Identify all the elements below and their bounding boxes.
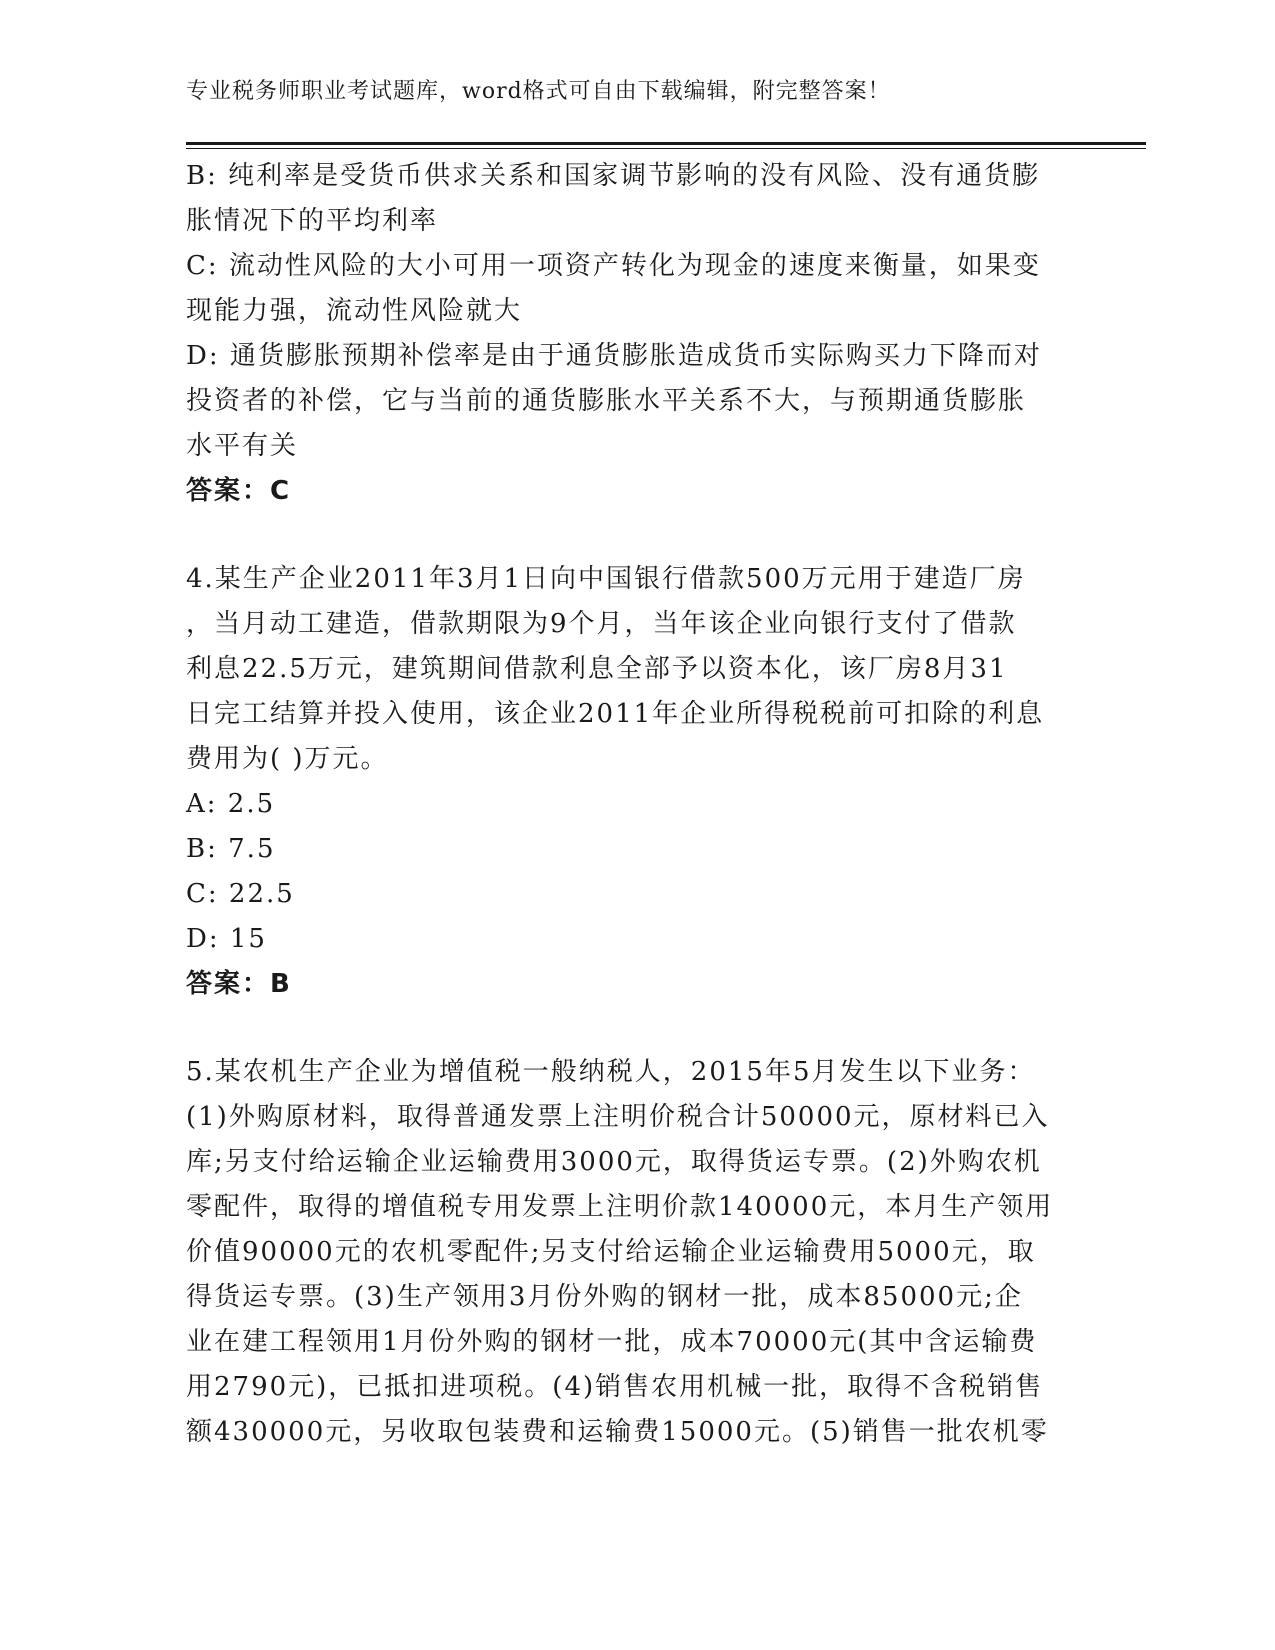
q5-text-line: 得货运专票。(3)生产领用3月份外购的钢材一批，成本85000元;企: [186, 1282, 1023, 1312]
q5-text-line: 价值90000元的农机零配件;另支付给运输企业运输费用5000元，取: [186, 1237, 1036, 1267]
q4-option-d: D: 15: [186, 924, 267, 954]
q4-answer: 答案：B: [186, 969, 292, 999]
spacer: [186, 514, 1076, 557]
q4-option-b: B: 7.5: [186, 834, 276, 864]
q5-text-line: 用2790元)，已抵扣进项税。(4)销售农用机械一批，取得不含税销售: [186, 1372, 1044, 1402]
page-header-title: 专业税务师职业考试题库，word格式可自由下载编辑，附完整答案！: [186, 79, 891, 104]
q3-option-c-line: 现能力强，流动性风险就大: [186, 296, 523, 326]
question-3-options: [186, 154, 1076, 514]
q3-option-b-line: 胀情况下的平均利率: [186, 206, 439, 236]
q3-option-d-line: 投资者的补偿，它与当前的通货膨胀水平关系不大，与预期通货膨胀: [186, 386, 1027, 416]
q5-text-line: 业在建工程领用1月份外购的钢材一批，成本70000元(其中含运输费: [186, 1327, 1038, 1357]
header-rule-thick: [186, 142, 1146, 145]
q3-option-d-line: 水平有关: [186, 431, 299, 461]
q5-text-line: 库;另支付给运输企业运输费用3000元，取得货运专票。(2)外购农机: [186, 1147, 1042, 1177]
q5-text-line: 5.某农机生产企业为增值税一般纳税人，2015年5月发生以下业务：: [186, 1057, 1036, 1087]
q3-option-d-line: D: 通货膨胀预期补偿率是由于通货膨胀造成货币实际购买力下降而对: [186, 341, 1042, 371]
q4-stem-line: 日完工结算并投入使用，该企业2011年企业所得税税前可扣除的利息: [186, 699, 1045, 729]
q5-text-line: (1)外购原材料，取得普通发票上注明价税合计50000元，原材料已入: [186, 1102, 1050, 1132]
spacer: [186, 1007, 1076, 1050]
q4-option-c: C: 22.5: [186, 879, 295, 909]
q5-text-line: 额430000元，另收取包装费和运输费15000元。(5)销售一批农机零: [186, 1417, 1049, 1447]
q4-option-a: A: 2.5: [186, 789, 276, 819]
question-5: [186, 1050, 1076, 1455]
q3-answer: 答案：C: [186, 476, 292, 506]
q4-stem-line: 利息22.5万元，建筑期间借款利息全部予以资本化，该厂房8月31: [186, 654, 1008, 684]
header-rule-thin: [186, 148, 1146, 149]
q3-option-c-line: C: 流动性风险的大小可用一项资产转化为现金的速度来衡量，如果变: [186, 251, 1041, 281]
q5-text-line: 零配件，取得的增值税专用发票上注明价款140000元，本月生产领用: [186, 1192, 1054, 1222]
document-body: [186, 154, 1076, 1455]
question-4: [186, 557, 1076, 1007]
q3-option-b-line: B: 纯利率是受货币供求关系和国家调节影响的没有风险、没有通货膨: [186, 161, 1041, 191]
q4-stem-line: 4.某生产企业2011年3月1日向中国银行借款500万元用于建造厂房: [186, 564, 1026, 594]
q4-stem-line: ，当月动工建造，借款期限为9个月，当年该企业向银行支付了借款: [186, 609, 1017, 639]
q4-stem-line: 费用为( )万元。: [186, 744, 389, 774]
